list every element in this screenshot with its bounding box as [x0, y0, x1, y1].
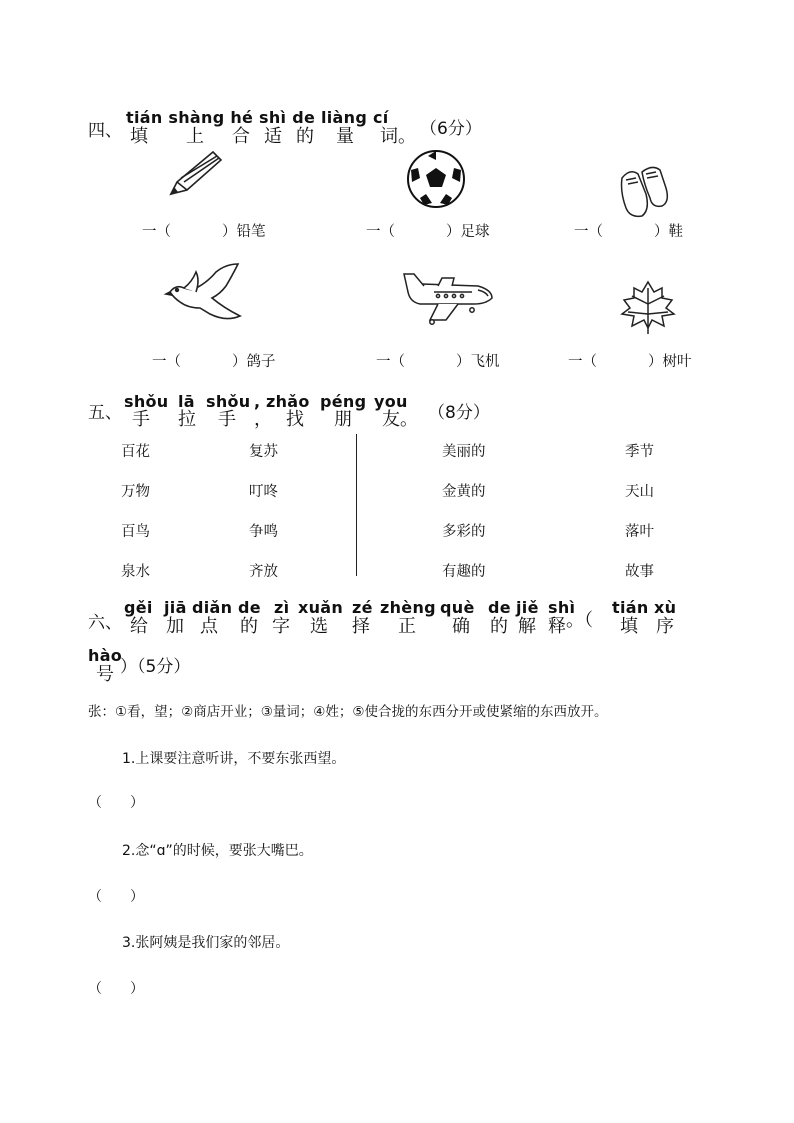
left-col2-word-2: 叮咚	[249, 484, 278, 500]
section-4-char-6: 量	[336, 126, 354, 147]
section-6-char-7: 择	[352, 616, 370, 637]
section-5-pinyin-4: ,	[254, 392, 261, 411]
section-5-char-3: 手	[218, 409, 236, 430]
section-5-punct: 。	[400, 409, 418, 430]
right-col2-word-2: 天山	[625, 484, 654, 500]
section-5-pinyin-7: you	[374, 392, 408, 411]
section-6-number: 六、	[88, 613, 122, 633]
section-6-pinyin-3: diǎn	[192, 598, 233, 617]
section-4-score: （6分）	[420, 119, 482, 139]
right-col1-word-4: 有趣的	[442, 564, 486, 580]
right-col2-word-1: 季节	[625, 444, 654, 460]
section-6-score: ）（5分）	[120, 657, 191, 677]
zhang-definition: 张：①看，望；②商店开业；③量词；④姓；⑤使合拢的东西分开或使紧缩的东西放开。	[88, 704, 608, 720]
left-col1-word-2: 万物	[121, 484, 150, 500]
section-5-pinyin-2: lā	[178, 392, 195, 411]
section-6-pinyin-2: jiā	[164, 598, 187, 617]
question-3-text: 3.张阿姨是我们家的邻居。	[122, 935, 290, 951]
right-col1-word-3: 多彩的	[442, 524, 486, 540]
right-col1-word-2: 金黄的	[442, 484, 486, 500]
left-col2-word-3: 争鸣	[249, 524, 278, 540]
section-6-char-11: 解	[518, 616, 536, 637]
section-4-pinyin: tián shàng hé shì de liàng cí	[126, 108, 389, 127]
section-6-pinyin-8: zhèng	[380, 598, 436, 617]
section-5-pinyin-3: shǒu	[206, 392, 251, 411]
item-3-prefix: 一（	[574, 224, 603, 240]
section-6-pinyin-10: de	[488, 598, 511, 617]
section-5-number: 五、	[88, 403, 122, 423]
section-6-char-hao: 号	[96, 664, 114, 685]
item-2-prefix: 一（	[366, 224, 395, 240]
section-5-char-7: 友	[382, 409, 400, 430]
section-5-char-4: ，	[254, 409, 272, 430]
left-col1-word-3: 百鸟	[121, 524, 150, 540]
section-6-char-13: 填	[620, 616, 638, 637]
question-1-text: 1.上课要注意听讲，不要东张西望。	[122, 751, 346, 767]
section-4-number: 四、	[88, 121, 122, 141]
section-4-punct: 。	[398, 126, 416, 147]
item-4-prefix: 一（	[152, 354, 181, 370]
section-6-char-2: 加	[166, 616, 184, 637]
section-6-pinyin-4: de	[238, 598, 261, 617]
column-divider	[356, 434, 357, 576]
section-6-pinyin-12: shì	[548, 598, 576, 617]
section-6-pinyin-5: zì	[274, 598, 290, 617]
section-4-char-7: 词	[380, 126, 398, 147]
section-4-char-2: 上	[186, 126, 204, 147]
section-4-char-5: 的	[296, 126, 314, 147]
right-col1-word-1: 美丽的	[442, 444, 486, 460]
left-col2-word-4: 齐放	[249, 564, 278, 580]
item-6-suffix: ）树叶	[648, 354, 692, 370]
question-1-answer[interactable]: （ ）	[88, 795, 144, 811]
section-6-pinyin-6: xuǎn	[298, 598, 344, 617]
section-6-pinyin-14: tián	[612, 598, 649, 617]
left-col1-word-4: 泉水	[121, 564, 150, 580]
section-6-char-14: 序	[656, 616, 674, 637]
section-5-pinyin-1: shǒu	[124, 392, 169, 411]
section-6-char-3: 点	[200, 616, 218, 637]
section-5-char-1: 手	[132, 409, 150, 430]
section-6-char-10: 的	[490, 616, 508, 637]
item-4-suffix: ）鸽子	[232, 354, 276, 370]
right-col2-word-4: 故事	[625, 564, 654, 580]
item-2-suffix: ）足球	[446, 224, 490, 240]
section-5-char-5: 找	[286, 409, 304, 430]
left-col2-word-1: 复苏	[249, 444, 278, 460]
section-6-pinyin-15: xù	[654, 598, 677, 617]
section-6-pinyin-9: què	[440, 598, 475, 617]
section-6-pinyin-11: jiě	[516, 598, 539, 617]
item-1-prefix: 一（	[142, 224, 171, 240]
item-3-suffix: ）鞋	[654, 224, 683, 240]
leaf-icon	[620, 280, 676, 336]
section-5-pinyin-5: zhǎo	[266, 392, 310, 411]
pencil-icon	[165, 148, 225, 202]
section-6-punct-paren: 。（	[566, 610, 593, 631]
section-4-char-3: 合	[232, 126, 250, 147]
right-col2-word-3: 落叶	[625, 524, 654, 540]
item-5-prefix: 一（	[376, 354, 405, 370]
section-4-char-1: 填	[130, 126, 148, 147]
item-6-prefix: 一（	[568, 354, 597, 370]
question-3-answer[interactable]: （ ）	[88, 981, 144, 997]
question-2-text: 2.念“ɑ”的时候，要张大嘴巴。	[122, 843, 313, 859]
item-5-suffix: ）飞机	[456, 354, 500, 370]
shoes-icon	[614, 164, 674, 220]
airplane-icon	[402, 270, 496, 326]
section-6-char-1: 给	[130, 616, 148, 637]
section-4-char-4: 适	[264, 126, 282, 147]
soccer-ball-icon	[406, 148, 466, 210]
dove-icon	[166, 262, 244, 328]
section-5-score: （8分）	[428, 403, 490, 423]
section-6-pinyin-hao: hào	[88, 646, 123, 665]
section-6-pinyin-1: gěi	[124, 598, 153, 617]
section-6-char-9: 确	[452, 616, 470, 637]
section-6-char-4: 的	[240, 616, 258, 637]
section-6-char-5: 字	[272, 616, 290, 637]
section-5-char-2: 拉	[178, 409, 196, 430]
question-2-answer[interactable]: （ ）	[88, 889, 144, 905]
item-1-suffix: ）铅笔	[222, 224, 266, 240]
section-6-char-12: 释	[548, 616, 566, 637]
section-5-char-6: 朋	[334, 409, 352, 430]
section-6-char-6: 选	[310, 616, 328, 637]
section-5-pinyin-6: péng	[320, 392, 367, 411]
left-col1-word-1: 百花	[121, 444, 150, 460]
section-6-char-8: 正	[398, 616, 416, 637]
section-6-pinyin-7: zé	[352, 598, 373, 617]
